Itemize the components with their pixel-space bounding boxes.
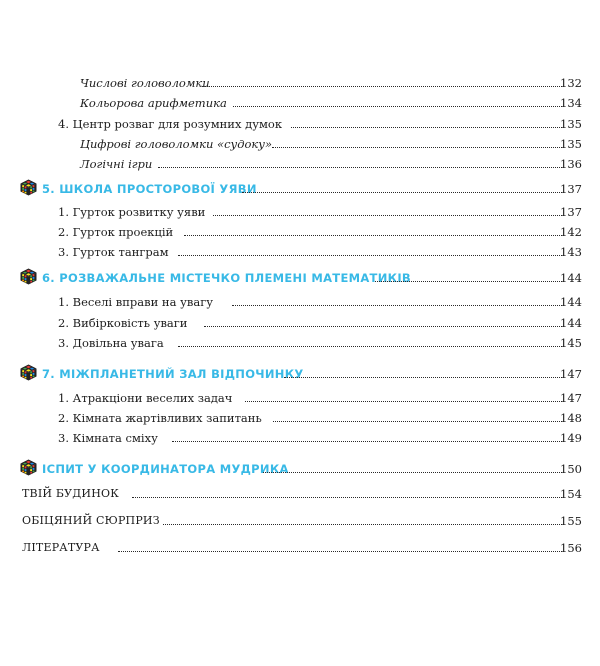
toc-page-number: 143 [560, 245, 582, 259]
toc-leader-dots [118, 551, 562, 552]
toc-section-title: 5. ШКОЛА ПРОСТОРОВОЇ УЯВИ [42, 182, 257, 196]
toc-page-number: 132 [560, 76, 582, 90]
toc-entry-title: ТВІЙ БУДИНОК [22, 487, 119, 500]
toc-entry[interactable] [0, 428, 600, 448]
rubiks-cube-icon [20, 459, 37, 476]
toc-leader-dots [163, 524, 562, 525]
toc-leader-dots [172, 441, 562, 442]
toc-page-number: 150 [560, 462, 582, 476]
toc-entry-title: Числові головоломки [80, 76, 210, 90]
toc-entry-title: 4. Центр розваг для розумних думок [58, 117, 283, 131]
toc-section-title: 6. РОЗВАЖАЛЬНЕ МІСТЕЧКО ПЛЕМЕНІ МАТЕМАТИКІВ [42, 271, 411, 285]
toc-leader-dots [245, 401, 562, 402]
toc-entry[interactable] [0, 292, 600, 312]
toc-section-heading[interactable] [0, 268, 600, 288]
toc-page-number: 149 [560, 431, 582, 445]
toc-entry[interactable] [0, 73, 600, 93]
toc-entry-title: Цифрові головоломки «судоку» [80, 137, 272, 151]
toc-entry[interactable] [0, 333, 600, 353]
toc-leader-dots [273, 421, 562, 422]
toc-leader-dots [132, 497, 562, 498]
toc-leader-dots [184, 235, 562, 236]
toc-entry[interactable] [0, 242, 600, 262]
toc-leader-dots [158, 167, 562, 168]
toc-entry[interactable] [0, 313, 600, 333]
toc-section-heading[interactable] [0, 459, 600, 479]
toc-entry[interactable] [0, 154, 600, 174]
toc-entry[interactable] [0, 134, 600, 154]
toc-leader-dots [202, 86, 562, 87]
rubiks-cube-icon [20, 364, 37, 381]
toc-entry-title: 1. Веселі вправи на увагу [58, 295, 213, 309]
toc-leader-dots [284, 377, 562, 378]
toc-entry-title: 1. Атракціони веселих задач [58, 391, 233, 405]
toc-leader-dots [263, 472, 562, 473]
toc-entry-title: Логічні ігри [80, 157, 153, 171]
toc-page-number: 144 [560, 271, 582, 285]
toc-entry[interactable] [0, 114, 600, 134]
toc-page-number: 135 [560, 137, 582, 151]
toc-page-number: 137 [560, 205, 582, 219]
toc-page-number: 145 [560, 336, 582, 350]
toc-page-number: 155 [560, 514, 582, 528]
toc-leader-dots [178, 346, 562, 347]
toc-entry-title: Кольорова арифметика [80, 96, 227, 110]
toc-leader-dots [213, 215, 562, 216]
toc-entry-title: ЛІТЕРАТУРА [22, 541, 100, 554]
toc-page-number: 156 [560, 541, 582, 555]
toc-section-heading[interactable] [0, 364, 600, 384]
toc-leader-dots [375, 281, 562, 282]
toc-section-title: 7. МІЖПЛАНЕТНИЙ ЗАЛ ВІДПОЧИНКУ [42, 367, 304, 381]
toc-leader-dots [272, 147, 562, 148]
toc-leader-dots [233, 106, 562, 107]
toc-section-heading[interactable] [0, 179, 600, 199]
toc-page-number: 144 [560, 316, 582, 330]
toc-entry-title: 2. Гурток проекцій [58, 225, 174, 239]
toc-entry-title: 2. Вибірковість уваги [58, 316, 188, 330]
toc-page-number: 147 [560, 391, 582, 405]
toc-leader-dots [242, 192, 562, 193]
toc-leader-dots [291, 127, 562, 128]
toc-entry[interactable] [0, 511, 600, 531]
toc-entry-title: ОБІЦЯНИЙ СЮРПРИЗ [22, 514, 160, 527]
toc-entry-title: 3. Довільна увага [58, 336, 164, 350]
toc-entry[interactable] [0, 202, 600, 222]
rubiks-cube-icon [20, 179, 37, 196]
toc-page-number: 142 [560, 225, 582, 239]
toc-page-number: 134 [560, 96, 582, 110]
toc-page-number: 135 [560, 117, 582, 131]
toc-page-number: 144 [560, 295, 582, 309]
rubiks-cube-icon [20, 268, 37, 285]
toc-leader-dots [178, 255, 562, 256]
toc-section-title: ІСПИТ У КООРДИНАТОРА МУДРИКА [42, 462, 289, 476]
toc-page-number: 148 [560, 411, 582, 425]
toc-entry[interactable] [0, 388, 600, 408]
toc-entry[interactable] [0, 93, 600, 113]
toc-entry-title: 3. Кімната сміху [58, 431, 158, 445]
toc-page-number: 137 [560, 182, 582, 196]
toc-entry[interactable] [0, 538, 600, 558]
toc-entry[interactable] [0, 484, 600, 504]
toc-entry[interactable] [0, 222, 600, 242]
toc-entry-title: 3. Гурток танграм [58, 245, 169, 259]
toc-entry-title: 2. Кімната жартівливих запитань [58, 411, 262, 425]
toc-page-number: 147 [560, 367, 582, 381]
toc-entry-title: 1. Гурток розвитку уяви [58, 205, 206, 219]
toc-page-number: 136 [560, 157, 582, 171]
toc-entry[interactable] [0, 408, 600, 428]
toc-page-number: 154 [560, 487, 582, 501]
toc-leader-dots [204, 326, 562, 327]
toc-leader-dots [232, 305, 562, 306]
